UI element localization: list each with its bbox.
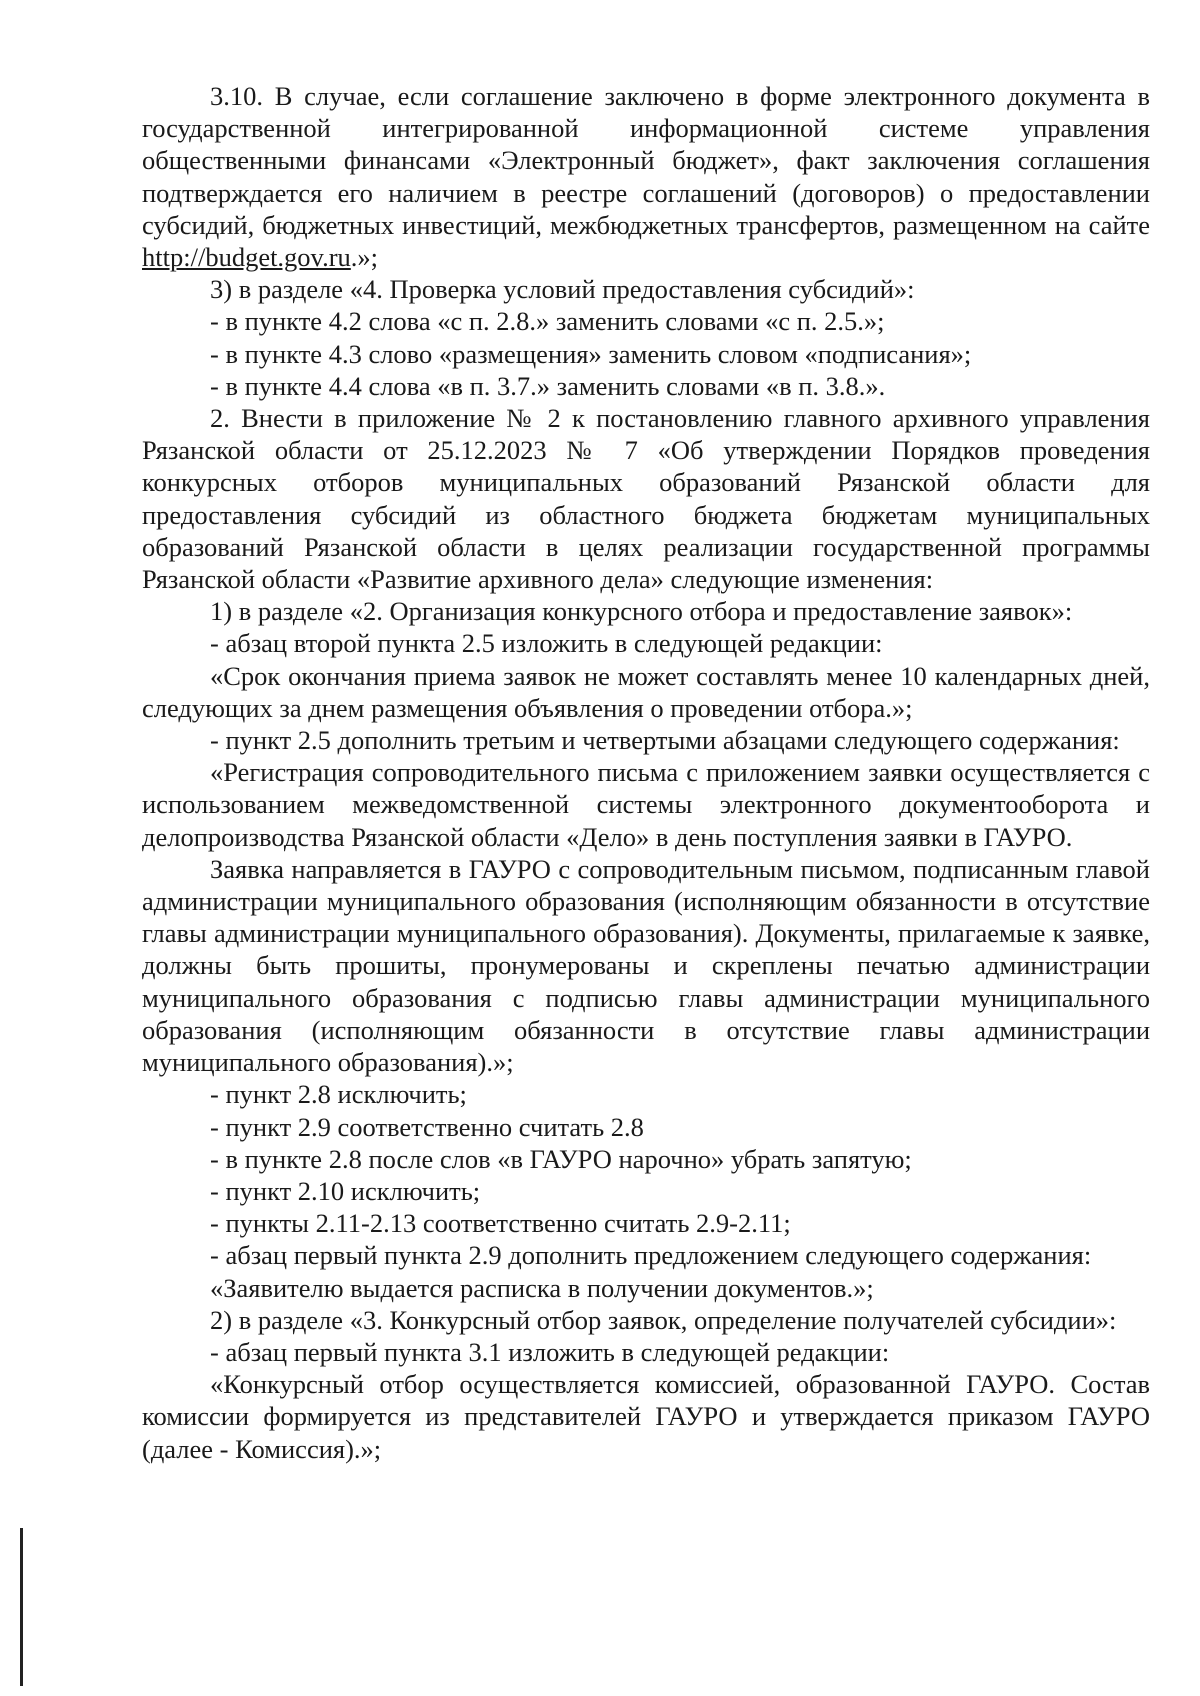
paragraph: - абзац первый пункта 3.1 изложить в следующей редакции: [210,1336,890,1367]
paragraph-text: 3.10. В случае, если соглашение заключено в форме электронного документа в государственной интегрированной информационной системе управления общественными финансами «Электронный бюджет», факт заключения соглашения подтверждается его наличием в реестре соглашений (договоров) о предоставлении субсидий, бюджетных инвестиций, межбюджетных трансфертов, размещенном на сайте [142,81,1150,240]
paragraph: - в пункте 4.2 слова «с п. 2.8.» заменить словами «с п. 2.5.»; [210,306,885,337]
paragraph: - в пункте 2.8 после слов «в ГАУРО нарочно» убрать запятую; [210,1143,912,1174]
document-body [142,80,1150,1465]
budget-link[interactable]: http://budget.gov.ru [142,242,351,273]
paragraph: - пункт 2.9 соответственно считать 2.8 [210,1111,644,1142]
paragraph: 1) в разделе «2. Организация конкурсного отбора и предоставление заявок»: [210,596,1073,627]
paragraph: «Срок окончания приема заявок не может составлять менее 10 календарных дней, следующих за днем размещения объявления о проведении отбора.»; [142,660,1150,723]
paragraph: - пункт 2.10 исключить; [210,1175,481,1206]
paragraph-text: .»; [350,242,379,273]
paragraph: - пункт 2.8 исключить; [210,1079,467,1110]
paragraph: «Конкурсный отбор осуществляется комиссией, образованной ГАУРО. Состав комиссии формируется из представителей ГАУРО и утверждается приказом ГАУРО (далее - Комиссия).»; [142,1369,1150,1464]
paragraph: 3) в разделе «4. Проверка условий предоставления субсидий»: [210,274,915,305]
paragraph-3-10 [142,80,1150,273]
paragraph: - пункт 2.5 дополнить третьим и четвертыми абзацами следующего содержания: [210,725,1120,756]
paragraph: - в пункте 4.4 слова «в п. 3.7.» заменить словами «в п. 3.8.». [210,370,886,401]
paragraph: - абзац первый пункта 2.9 дополнить предложением следующего содержания: [210,1240,1092,1271]
paragraph: - пункты 2.11-2.13 соответственно считать 2.9-2.11; [210,1208,791,1239]
paragraph: 2) в разделе «3. Конкурсный отбор заявок, определение получателей субсидии»: [210,1304,1117,1335]
paragraph: Заявка направляется в ГАУРО с сопроводительным письмом, подписанным главой администрации муниципального образования (исполняющим обязанности в отсутствие главы администрации муниципального образования). Документы, прилагаемые к заявке, должны быть прошиты, пронумерованы и скреплены печатью администрации муниципального образования с подписью главы администрации муниципального образования (исполняющим обязанности в отсутствие главы администрации муниципального образования).»; [142,853,1150,1078]
paragraph: 2. Внести в приложение № 2 к постановлению главного архивного управления Рязанской области от 25.12.2023 № 7 «Об утверждении Порядков проведения конкурсных отборов муниципальных образований Рязанской области для предоставления субсидий из областного бюджета бюджетам муниципальных образований Рязанской области в целях реализации государственной программы Рязанской области «Развитие архивного дела» следующие изменения: [142,403,1150,595]
paragraph: «Регистрация сопроводительного письма с приложением заявки осуществляется с использованием межведомственной системы электронного документооборота и делопроизводства Рязанской области «Дело» в день поступления заявки в ГАУРО. [142,757,1150,852]
paragraph: - в пункте 4.3 слово «размещения» заменить словом «подписания»; [210,338,972,369]
scan-margin-line [20,1528,23,1686]
paragraph: - абзац второй пункта 2.5 изложить в следующей редакции: [210,628,883,659]
paragraph: «Заявителю выдается расписка в получении документов.»; [210,1272,874,1303]
